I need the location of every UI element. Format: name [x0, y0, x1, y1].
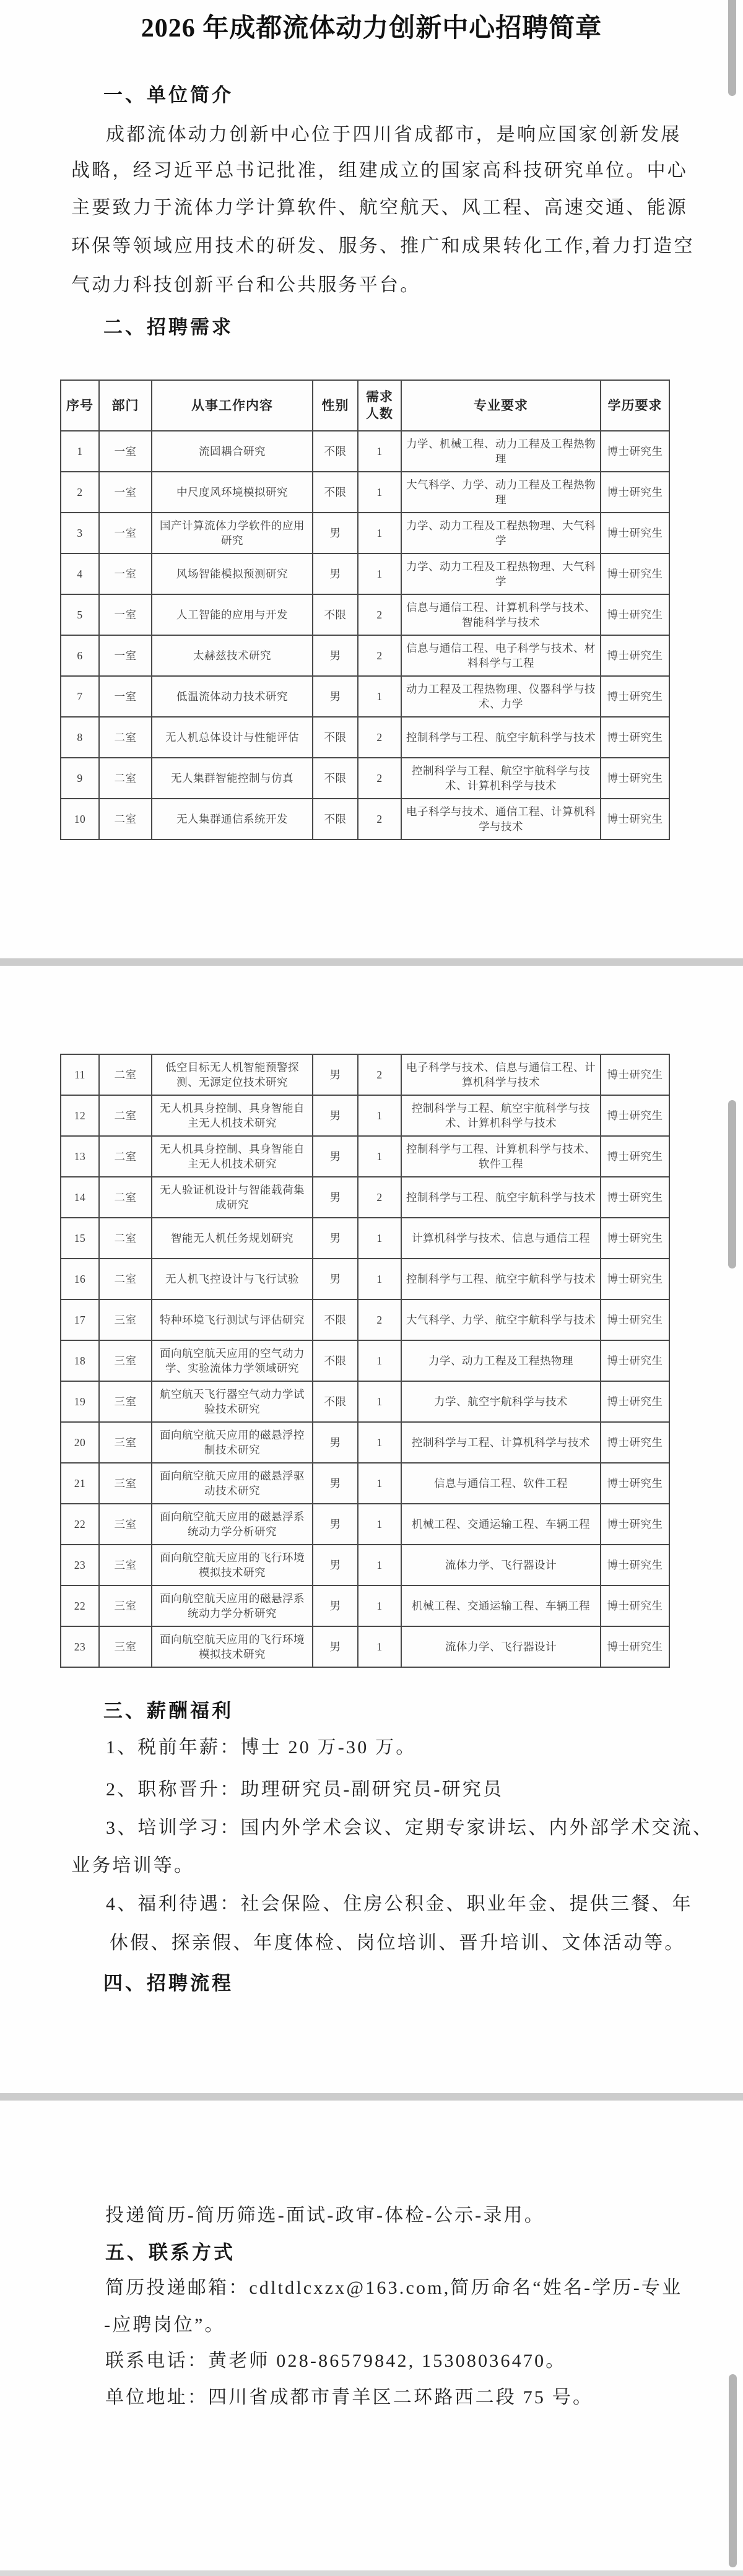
table-cell: 信息与通信工程、电子科学与技术、材料科学与工程 [401, 635, 601, 676]
table-cell: 博士研究生 [601, 513, 669, 553]
table-row [61, 1381, 669, 1422]
table-cell: 控制科学与工程、航空宇航科学与技术 [401, 1259, 601, 1299]
table-cell: 力学、动力工程及工程热物理 [401, 1340, 601, 1381]
training-item-line: 业务培训等。 [71, 1855, 195, 1876]
table-cell: 博士研究生 [601, 594, 669, 635]
table-cell: 太赫兹技术研究 [152, 635, 313, 676]
table-cell: 力学、动力工程及工程热物理、大气科学 [401, 553, 601, 594]
table-cell: 航空航天飞行器空气动力学试验技术研究 [152, 1381, 313, 1422]
table-cell: 2 [358, 594, 401, 635]
table-cell: 面向航空航天应用的磁悬浮系统动力学分析研究 [152, 1504, 313, 1545]
table-cell: 1 [358, 1585, 401, 1626]
table-cell: 19 [61, 1381, 99, 1422]
welfare-item-line: 4、福利待遇：社会保险、住房公积金、职业年金、提供三餐、年 [106, 1894, 693, 1914]
table-row [61, 594, 669, 635]
table-cell: 三室 [99, 1504, 152, 1545]
page-title: 2026 年成都流体动力创新中心招聘简章 [141, 14, 602, 43]
scrollbar-thumb[interactable] [728, 0, 736, 96]
bottom-bar [0, 2570, 743, 2576]
table-cell: 男 [313, 1504, 358, 1545]
table-row [61, 799, 669, 839]
table-cell: 2 [358, 635, 401, 676]
column-header: 性别 [313, 380, 358, 431]
table-cell: 1 [358, 1504, 401, 1545]
table-cell: 中尺度风环境模拟研究 [152, 472, 313, 513]
column-header: 需求人数 [358, 380, 401, 431]
table-cell: 1 [358, 1259, 401, 1299]
table-row [61, 553, 669, 594]
recruitment-table-page2 [60, 1054, 670, 1668]
table-cell: 2 [358, 717, 401, 758]
table-row [61, 1136, 669, 1177]
intro-paragraph-line: 主要致力于流体力学计算软件、航空航天、风工程、高速交通、能源 [71, 197, 688, 218]
intro-paragraph-line: 成都流体动力创新中心位于四川省成都市，是响应国家创新发展 [106, 124, 682, 145]
table-cell: 流体力学、飞行器设计 [401, 1545, 601, 1585]
table-cell: 机械工程、交通运输工程、车辆工程 [401, 1504, 601, 1545]
table-cell: 21 [61, 1463, 99, 1504]
table-row [61, 1340, 669, 1381]
table-cell: 11 [61, 1054, 99, 1095]
table-cell: 1 [358, 1545, 401, 1585]
table-cell: 力学、航空宇航科学与技术 [401, 1381, 601, 1422]
table-cell: 博士研究生 [601, 1463, 669, 1504]
table-cell: 信息与通信工程、软件工程 [401, 1463, 601, 1504]
table-cell: 一室 [99, 513, 152, 553]
table-cell: 低温流体动力技术研究 [152, 676, 313, 717]
table-cell: 动力工程及工程热物理、仪器科学与技术、力学 [401, 676, 601, 717]
table-cell: 14 [61, 1177, 99, 1218]
table-cell: 22 [61, 1504, 99, 1545]
table-cell: 二室 [99, 1136, 152, 1177]
table-cell: 20 [61, 1422, 99, 1463]
table-cell: 一室 [99, 635, 152, 676]
table-cell: 不限 [313, 799, 358, 839]
table-cell: 15 [61, 1218, 99, 1259]
table-cell: 无人机总体设计与性能评估 [152, 717, 313, 758]
table-cell: 控制科学与工程、计算机科学与技术、软件工程 [401, 1136, 601, 1177]
table-cell: 男 [313, 1136, 358, 1177]
table-cell: 博士研究生 [601, 431, 669, 472]
table-cell: 1 [358, 1626, 401, 1667]
table-cell: 18 [61, 1340, 99, 1381]
table-cell: 博士研究生 [601, 1299, 669, 1340]
table-row [61, 513, 669, 553]
table-cell: 博士研究生 [601, 799, 669, 839]
table-cell: 二室 [99, 1177, 152, 1218]
email-line: -应聘岗位”。 [104, 2315, 225, 2335]
table-cell: 无人集群智能控制与仿真 [152, 758, 313, 799]
table-cell: 不限 [313, 758, 358, 799]
table-cell: 博士研究生 [601, 1054, 669, 1095]
table-cell: 控制科学与工程、航空宇航科学与技术、计算机科学与技术 [401, 1095, 601, 1136]
table-cell: 不限 [313, 717, 358, 758]
table-cell: 男 [313, 1054, 358, 1095]
table-cell: 博士研究生 [601, 1218, 669, 1259]
table-cell: 面向航空航天应用的飞行环境模拟技术研究 [152, 1626, 313, 1667]
table-cell: 三室 [99, 1463, 152, 1504]
table-cell: 面向航空航天应用的磁悬浮系统动力学分析研究 [152, 1585, 313, 1626]
welfare-item-line: 休假、探亲假、年度体检、岗位培训、晋升培训、文体活动等。 [110, 1933, 685, 1953]
table-cell: 8 [61, 717, 99, 758]
table-cell: 2 [358, 1299, 401, 1340]
address-line: 单位地址：四川省成都市青羊区二环路西二段 75 号。 [105, 2387, 594, 2408]
table-cell: 流体力学、飞行器设计 [401, 1626, 601, 1667]
table-cell: 男 [313, 1095, 358, 1136]
table-row [61, 635, 669, 676]
table-cell: 流固耦合研究 [152, 431, 313, 472]
table-cell: 博士研究生 [601, 553, 669, 594]
column-header: 序号 [61, 380, 99, 431]
table-row [61, 1177, 669, 1218]
table-row [61, 1504, 669, 1545]
table-cell: 无人集群通信系统开发 [152, 799, 313, 839]
table-cell: 23 [61, 1626, 99, 1667]
table-cell: 男 [313, 1259, 358, 1299]
table-cell: 三室 [99, 1585, 152, 1626]
table-cell: 无人机具身控制、具身智能自主无人机技术研究 [152, 1095, 313, 1136]
table-cell: 1 [358, 513, 401, 553]
table-cell: 二室 [99, 1095, 152, 1136]
column-header: 学历要求 [601, 380, 669, 431]
table-cell: 大气科学、力学、航空宇航科学与技术 [401, 1299, 601, 1340]
intro-paragraph-line: 环保等领域应用技术的研发、服务、推广和成果转化工作,着力打造空 [71, 236, 695, 256]
table-cell: 2 [358, 1054, 401, 1095]
table-cell: 1 [358, 1340, 401, 1381]
table-cell: 信息与通信工程、计算机科学与技术、智能科学与技术 [401, 594, 601, 635]
table-cell: 面向航空航天应用的空气动力学、实验流体力学领域研究 [152, 1340, 313, 1381]
table-cell: 面向航空航天应用的磁悬浮控制技术研究 [152, 1422, 313, 1463]
training-item-line: 3、培训学习：国内外学术会议、定期专家讲坛、内外部学术交流、 [106, 1818, 713, 1838]
table-cell: 男 [313, 1463, 358, 1504]
table-cell: 男 [313, 1585, 358, 1626]
table-cell: 1 [358, 431, 401, 472]
table-cell: 三室 [99, 1545, 152, 1585]
table-cell: 一室 [99, 676, 152, 717]
table-row [61, 1626, 669, 1667]
table-cell: 1 [61, 431, 99, 472]
table-cell: 1 [358, 1136, 401, 1177]
column-header: 专业要求 [401, 380, 601, 431]
table-header-row [61, 380, 669, 431]
table-cell: 1 [358, 1381, 401, 1422]
table-cell: 机械工程、交通运输工程、车辆工程 [401, 1585, 601, 1626]
table-cell: 控制科学与工程、航空宇航科学与技术 [401, 1177, 601, 1218]
table-cell: 三室 [99, 1381, 152, 1422]
process-line: 投递简历-简历筛选-面试-政审-体检-公示-录用。 [105, 2205, 545, 2226]
table-cell: 二室 [99, 1054, 152, 1095]
table-cell: 16 [61, 1259, 99, 1299]
table-cell: 博士研究生 [601, 676, 669, 717]
table-cell: 一室 [99, 594, 152, 635]
table-cell: 博士研究生 [601, 1545, 669, 1585]
table-cell: 国产计算流体力学软件的应用研究 [152, 513, 313, 553]
table-cell: 1 [358, 472, 401, 513]
table-cell: 一室 [99, 553, 152, 594]
table-cell: 17 [61, 1299, 99, 1340]
table-row [61, 1259, 669, 1299]
table-cell: 男 [313, 1218, 358, 1259]
table-cell: 低空目标无人机智能预警探测、无源定位技术研究 [152, 1054, 313, 1095]
table-cell: 博士研究生 [601, 472, 669, 513]
table-cell: 控制科学与工程、航空宇航科学与技术 [401, 717, 601, 758]
table-cell: 智能无人机任务规划研究 [152, 1218, 313, 1259]
table-cell: 男 [313, 635, 358, 676]
table-row [61, 472, 669, 513]
table-cell: 1 [358, 1218, 401, 1259]
table-cell: 1 [358, 1422, 401, 1463]
recruitment-table-page1 [60, 379, 670, 840]
table-row [61, 717, 669, 758]
table-cell: 博士研究生 [601, 1136, 669, 1177]
column-header: 部门 [99, 380, 152, 431]
table-cell: 力学、动力工程及工程热物理、大气科学 [401, 513, 601, 553]
table-cell: 不限 [313, 1299, 358, 1340]
table-cell: 男 [313, 1177, 358, 1218]
table-cell: 二室 [99, 1218, 152, 1259]
table-cell: 二室 [99, 758, 152, 799]
table-cell: 2 [358, 758, 401, 799]
table-cell: 博士研究生 [601, 1177, 669, 1218]
section-heading-unit-intro: 一、单位简介 [103, 84, 233, 106]
table-cell: 不限 [313, 1340, 358, 1381]
salary-item: 1、税前年薪：博士 20 万-30 万。 [106, 1737, 417, 1758]
table-cell: 6 [61, 635, 99, 676]
intro-paragraph-line: 气动力科技创新平台和公共服务平台。 [71, 275, 421, 295]
table-cell: 博士研究生 [601, 1626, 669, 1667]
table-cell: 1 [358, 676, 401, 717]
table-row [61, 1299, 669, 1340]
table-cell: 力学、机械工程、动力工程及工程热物理 [401, 431, 601, 472]
table-cell: 一室 [99, 431, 152, 472]
table-cell: 三室 [99, 1340, 152, 1381]
table-cell: 三室 [99, 1422, 152, 1463]
table-cell: 2 [61, 472, 99, 513]
table-cell: 人工智能的应用与开发 [152, 594, 313, 635]
table-cell: 无人机具身控制、具身智能自主无人机技术研究 [152, 1136, 313, 1177]
table-row [61, 1422, 669, 1463]
scrollbar-thumb[interactable] [728, 1100, 736, 1268]
table-cell: 12 [61, 1095, 99, 1136]
table-cell: 电子科学与技术、信息与通信工程、计算机科学与技术 [401, 1054, 601, 1095]
table-row [61, 676, 669, 717]
table-cell: 7 [61, 676, 99, 717]
table-cell: 博士研究生 [601, 717, 669, 758]
table-cell: 电子科学与技术、通信工程、计算机科学与技术 [401, 799, 601, 839]
table-cell: 不限 [313, 594, 358, 635]
phone-line: 联系电话：黄老师 028-86579842, 15308036470。 [105, 2351, 567, 2371]
table-cell: 男 [313, 1422, 358, 1463]
table-cell: 23 [61, 1545, 99, 1585]
table-cell: 二室 [99, 717, 152, 758]
table-cell: 博士研究生 [601, 1381, 669, 1422]
page-separator [0, 958, 743, 966]
table-cell: 4 [61, 553, 99, 594]
table-cell: 男 [313, 676, 358, 717]
table-cell: 不限 [313, 472, 358, 513]
section-heading-salary: 三、薪酬福利 [103, 1700, 233, 1722]
table-row [61, 1585, 669, 1626]
table-cell: 13 [61, 1136, 99, 1177]
table-cell: 控制科学与工程、航空宇航科学与技术、计算机科学与技术 [401, 758, 601, 799]
table-header-row [61, 380, 669, 431]
table-cell: 博士研究生 [601, 1095, 669, 1136]
table-cell: 2 [358, 799, 401, 839]
table-cell: 不限 [313, 1381, 358, 1422]
table-cell: 博士研究生 [601, 1340, 669, 1381]
table-cell: 三室 [99, 1299, 152, 1340]
table-cell: 二室 [99, 799, 152, 839]
table-cell: 博士研究生 [601, 1422, 669, 1463]
table-row [61, 1218, 669, 1259]
table-body [61, 1054, 669, 1667]
table-cell: 无人机飞控设计与飞行试验 [152, 1259, 313, 1299]
email-line: 简历投递邮箱：cdltdlcxzx@163.com,简历命名“姓名-学历-专业 [105, 2278, 683, 2298]
column-header: 从事工作内容 [152, 380, 313, 431]
table-cell: 计算机科学与技术、信息与通信工程 [401, 1218, 601, 1259]
table-row [61, 1054, 669, 1095]
promotion-item: 2、职称晋升：助理研究员-副研究员-研究员 [106, 1779, 504, 1800]
table-cell: 无人验证机设计与智能载荷集成研究 [152, 1177, 313, 1218]
table-cell: 博士研究生 [601, 1585, 669, 1626]
table-cell: 3 [61, 513, 99, 553]
intro-paragraph-line: 战略，经习近平总书记批准，组建成立的国家高科技研究单位。中心 [71, 160, 688, 181]
table-cell: 特种环境飞行测试与评估研究 [152, 1299, 313, 1340]
table-cell: 控制科学与工程、计算机科学与技术 [401, 1422, 601, 1463]
table-cell: 2 [358, 1177, 401, 1218]
table-cell: 大气科学、力学、动力工程及工程热物理 [401, 472, 601, 513]
table-cell: 9 [61, 758, 99, 799]
table-cell: 男 [313, 1626, 358, 1667]
table-cell: 博士研究生 [601, 1259, 669, 1299]
table-cell: 一室 [99, 472, 152, 513]
table-cell: 面向航空航天应用的磁悬浮驱动技术研究 [152, 1463, 313, 1504]
table-cell: 不限 [313, 431, 358, 472]
table-cell: 1 [358, 1095, 401, 1136]
scrollbar-thumb[interactable] [729, 2374, 737, 2567]
table-row [61, 1545, 669, 1585]
table-cell: 5 [61, 594, 99, 635]
table-row [61, 758, 669, 799]
table-cell: 男 [313, 1545, 358, 1585]
section-heading-contact: 五、联系方式 [105, 2242, 235, 2263]
table-cell: 10 [61, 799, 99, 839]
table-cell: 22 [61, 1585, 99, 1626]
section-heading-recruit-demand: 二、招聘需求 [103, 316, 233, 338]
table-cell: 男 [313, 553, 358, 594]
section-heading-process: 四、招聘流程 [103, 1972, 233, 1994]
table-body [61, 431, 669, 839]
table-cell: 博士研究生 [601, 758, 669, 799]
table-row [61, 431, 669, 472]
table-cell: 男 [313, 513, 358, 553]
table-cell: 面向航空航天应用的飞行环境模拟技术研究 [152, 1545, 313, 1585]
page-separator [0, 2093, 743, 2101]
table-cell: 二室 [99, 1259, 152, 1299]
table-cell: 三室 [99, 1626, 152, 1667]
table-cell: 1 [358, 1463, 401, 1504]
table-row [61, 1463, 669, 1504]
table-cell: 博士研究生 [601, 1504, 669, 1545]
table-cell: 风场智能模拟预测研究 [152, 553, 313, 594]
table-row [61, 1095, 669, 1136]
table-cell: 博士研究生 [601, 635, 669, 676]
table-cell: 1 [358, 553, 401, 594]
